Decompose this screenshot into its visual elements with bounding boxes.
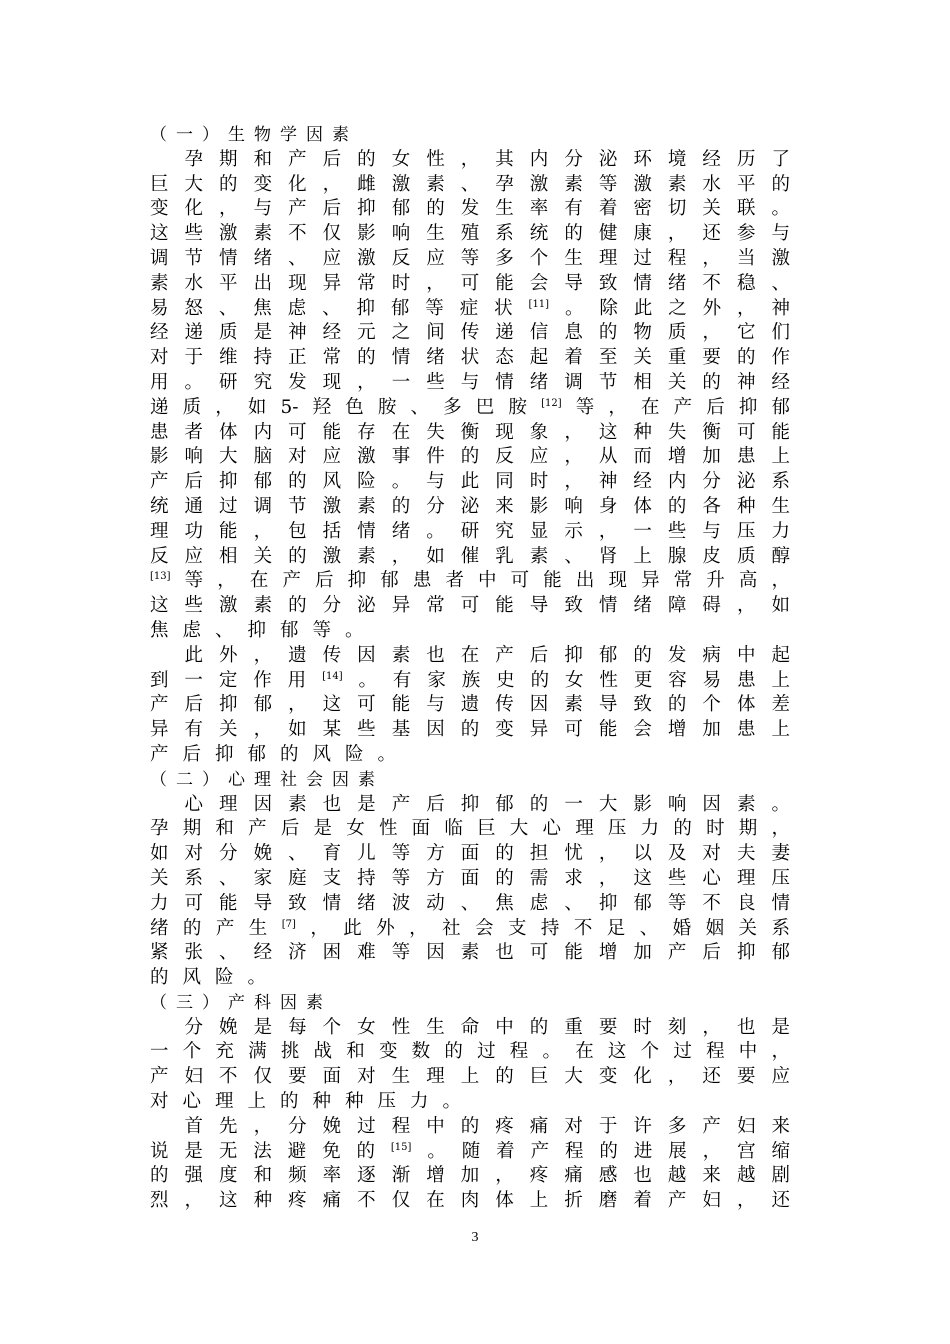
text-line: 孕期和产后是女性面临巨大心理压力的时期， bbox=[150, 818, 790, 840]
text-line: 变化，与产后抑郁的发生率有着密切关联。 bbox=[150, 198, 790, 220]
citation-marker: [12] bbox=[541, 397, 562, 409]
text-line: 说是无法避免的[15]。随着产程的进展，宫缩 bbox=[150, 1140, 790, 1162]
text-line: 烈，这种疼痛不仅在肉体上折磨着产妇，还 bbox=[150, 1190, 790, 1212]
text-line: 异有关，如某些基因的变异可能会增加患上 bbox=[150, 719, 790, 741]
body-paragraph bbox=[150, 1115, 790, 1214]
section-heading: （二）心理社会因素 bbox=[150, 769, 384, 790]
text-line: 的强度和频率逐渐增加，疼痛感也越来越剧 bbox=[150, 1165, 790, 1187]
text-line: 递质，如5-羟色胺、多巴胺[12]等，在产后抑郁 bbox=[150, 396, 790, 418]
text-line: 理功能，包括情绪。研究显示，一些与压力 bbox=[150, 520, 790, 542]
text-line: 患者体内可能存在失衡现象，这种失衡可能 bbox=[150, 421, 790, 443]
text-line: 巨大的变化，雌激素、孕激素等激素水平的 bbox=[150, 173, 790, 195]
text-line: 这些激素不仅影响生殖系统的健康，还参与 bbox=[150, 223, 790, 245]
text-line: 素水平出现异常时，可能会导致情绪不稳、 bbox=[150, 272, 790, 294]
text-line: 力可能导致情绪波动、焦虑、抑郁等不良情 bbox=[150, 892, 790, 914]
text-line: 调节情绪、应激反应等多个生理过程，当激 bbox=[150, 247, 790, 269]
body-paragraph bbox=[150, 1016, 790, 1115]
text-line: 到一定作用[14]。有家族史的女性更容易患上 bbox=[150, 669, 790, 691]
text-line: 统通过调节激素的分泌来影响身体的各种生 bbox=[150, 495, 790, 517]
text-line: 产后抑郁的风险。与此同时，神经内分泌系 bbox=[150, 471, 790, 493]
text-line: 的风险。 bbox=[150, 967, 281, 989]
citation-marker: [11] bbox=[528, 298, 550, 310]
section-heading: （一）生物学因素 bbox=[150, 125, 358, 145]
document-page bbox=[150, 123, 790, 1214]
text-line: 经递质是神经元之间传递信息的物质，它们 bbox=[150, 322, 790, 344]
text-line: 产后抑郁的风险。 bbox=[150, 743, 411, 765]
text-line: 分娩是每个女性生命中的重要时刻，也是 bbox=[150, 1016, 790, 1038]
section-heading: （三）产科因素 bbox=[150, 992, 332, 1013]
text-line: 此外，遗传因素也在产后抑郁的发病中起 bbox=[150, 644, 790, 666]
text-line: 焦虑、抑郁等。 bbox=[150, 619, 378, 641]
text-line: [13]等，在产后抑郁患者中可能出现异常升高， bbox=[150, 570, 790, 592]
text-line: 如对分娩、育儿等方面的担忧，以及对夫妻 bbox=[150, 843, 790, 865]
text-line: 绪的产生[7]，此外，社会支持不足、婚姻关系 bbox=[150, 917, 790, 939]
text-line: 紧张、经济困难等因素也可能增加产后抑郁 bbox=[150, 942, 790, 964]
text-line: 产后抑郁，这可能与遗传因素导致的个体差 bbox=[150, 694, 790, 716]
citation-marker: [13] bbox=[150, 571, 171, 583]
body-paragraph bbox=[150, 644, 790, 768]
citation-marker: [7] bbox=[281, 918, 296, 930]
text-line: 易怒、焦虑、抑郁等症状[11]。除此之外，神 bbox=[150, 297, 790, 319]
text-line: 影响大脑对应激事件的反应，从而增加患上 bbox=[150, 446, 790, 468]
text-line: 用。研究发现，一些与情绪调节相关的神经 bbox=[150, 371, 790, 393]
text-line: 心理因素也是产后抑郁的一大影响因素。 bbox=[150, 793, 790, 815]
body-paragraph bbox=[150, 793, 790, 991]
text-line: 对心理上的种种压力。 bbox=[150, 1091, 476, 1113]
text-line: 反应相关的激素，如催乳素、肾上腺皮质醇 bbox=[150, 545, 790, 567]
text-line: 一个充满挑战和变数的过程。在这个过程中， bbox=[150, 1041, 790, 1063]
text-line: 产妇不仅要面对生理上的巨大变化，还要应 bbox=[150, 1066, 790, 1088]
page-number: 3 bbox=[471, 1230, 479, 1245]
text-line: 对于维持正常的情绪状态起着至关重要的作 bbox=[150, 347, 790, 369]
citation-marker: [15] bbox=[390, 1141, 412, 1153]
text-line: 关系、家庭支持等方面的需求，这些心理压 bbox=[150, 867, 790, 889]
text-line: 孕期和产后的女性，其内分泌环境经历了 bbox=[150, 148, 790, 170]
text-line: 这些激素的分泌异常可能导致情绪障碍，如 bbox=[150, 595, 790, 617]
body-paragraph bbox=[150, 148, 790, 644]
citation-marker: [14] bbox=[322, 670, 343, 682]
text-line: 首先，分娩过程中的疼痛对于许多产妇来 bbox=[150, 1115, 790, 1137]
